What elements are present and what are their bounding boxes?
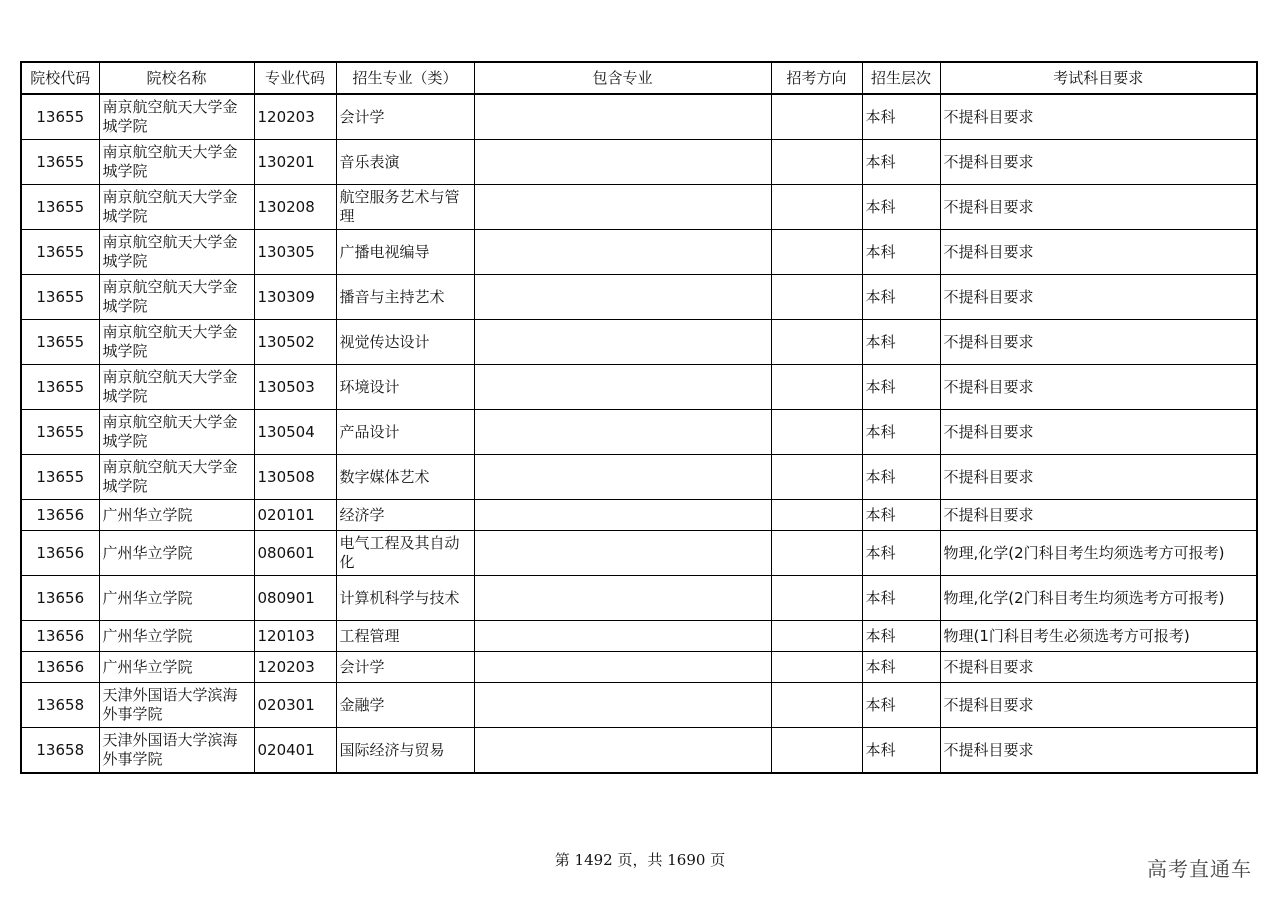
table-row [21, 320, 1257, 365]
cell-major-code: 020301 [254, 683, 336, 728]
cell-school-code: 13655 [21, 455, 99, 500]
cell-level: 本科 [862, 185, 940, 230]
cell-school-name: 南京航空航天大学金城学院 [99, 320, 254, 365]
cell-subject-requirement: 不提科目要求 [940, 320, 1257, 365]
table-row [21, 455, 1257, 500]
cell-direction [771, 576, 862, 621]
cell-school-code: 13656 [21, 500, 99, 531]
cell-school-code: 13655 [21, 185, 99, 230]
cell-major-code: 080601 [254, 531, 336, 576]
cell-subject-requirement: 物理(1门科目考生必须选考方可报考) [940, 621, 1257, 652]
cell-major-code: 130208 [254, 185, 336, 230]
cell-school-name: 南京航空航天大学金城学院 [99, 230, 254, 275]
cell-direction [771, 683, 862, 728]
cell-subject-requirement: 不提科目要求 [940, 185, 1257, 230]
cell-school-name: 广州华立学院 [99, 500, 254, 531]
table-row [21, 531, 1257, 576]
page-number: 第 1492 页，共 1690 页 [554, 851, 726, 869]
col-header-major: 招生专业（类） [336, 62, 474, 94]
cell-level: 本科 [862, 365, 940, 410]
cell-school-name: 南京航空航天大学金城学院 [99, 455, 254, 500]
cell-school-name: 南京航空航天大学金城学院 [99, 275, 254, 320]
table-row [21, 365, 1257, 410]
cell-school-code: 13655 [21, 230, 99, 275]
admission-table [20, 61, 1258, 774]
cell-direction [771, 410, 862, 455]
cell-major-code: 120203 [254, 94, 336, 140]
cell-school-code: 13655 [21, 275, 99, 320]
cell-major-code: 020101 [254, 500, 336, 531]
cell-level: 本科 [862, 500, 940, 531]
cell-major-code: 120103 [254, 621, 336, 652]
cell-direction [771, 652, 862, 683]
cell-subject-requirement: 不提科目要求 [940, 455, 1257, 500]
col-header-school-name: 院校名称 [99, 62, 254, 94]
table-row [21, 652, 1257, 683]
cell-subject-requirement: 不提科目要求 [940, 275, 1257, 320]
cell-school-name: 南京航空航天大学金城学院 [99, 94, 254, 140]
cell-school-code: 13656 [21, 531, 99, 576]
cell-major-code: 130201 [254, 140, 336, 185]
cell-subject-requirement: 不提科目要求 [940, 365, 1257, 410]
cell-level: 本科 [862, 576, 940, 621]
table-row [21, 185, 1257, 230]
cell-included-majors [474, 531, 771, 576]
cell-level: 本科 [862, 652, 940, 683]
cell-school-code: 13655 [21, 320, 99, 365]
cell-included-majors [474, 320, 771, 365]
cell-included-majors [474, 621, 771, 652]
cell-level: 本科 [862, 728, 940, 774]
cell-subject-requirement: 物理,化学(2门科目考生均须选考方可报考) [940, 576, 1257, 621]
cell-school-code: 13656 [21, 652, 99, 683]
cell-included-majors [474, 500, 771, 531]
cell-major: 航空服务艺术与管理 [336, 185, 474, 230]
cell-school-name: 广州华立学院 [99, 652, 254, 683]
cell-level: 本科 [862, 410, 940, 455]
cell-school-code: 13656 [21, 621, 99, 652]
cell-subject-requirement: 不提科目要求 [940, 410, 1257, 455]
cell-major: 视觉传达设计 [336, 320, 474, 365]
col-header-major-code: 专业代码 [254, 62, 336, 94]
cell-direction [771, 230, 862, 275]
cell-subject-requirement: 不提科目要求 [940, 652, 1257, 683]
cell-school-name: 南京航空航天大学金城学院 [99, 185, 254, 230]
cell-school-name: 南京航空航天大学金城学院 [99, 365, 254, 410]
cell-major: 计算机科学与技术 [336, 576, 474, 621]
cell-major: 广播电视编导 [336, 230, 474, 275]
cell-included-majors [474, 410, 771, 455]
cell-level: 本科 [862, 140, 940, 185]
cell-included-majors [474, 365, 771, 410]
cell-included-majors [474, 455, 771, 500]
cell-subject-requirement: 物理,化学(2门科目考生均须选考方可报考) [940, 531, 1257, 576]
cell-level: 本科 [862, 230, 940, 275]
col-header-subject-requirement: 考试科目要求 [940, 62, 1257, 94]
cell-included-majors [474, 275, 771, 320]
table-row [21, 94, 1257, 140]
cell-major-code: 080901 [254, 576, 336, 621]
cell-major: 数字媒体艺术 [336, 455, 474, 500]
cell-major: 播音与主持艺术 [336, 275, 474, 320]
cell-direction [771, 531, 862, 576]
cell-school-name: 南京航空航天大学金城学院 [99, 140, 254, 185]
cell-included-majors [474, 652, 771, 683]
cell-level: 本科 [862, 621, 940, 652]
cell-direction [771, 320, 862, 365]
cell-subject-requirement: 不提科目要求 [940, 728, 1257, 774]
cell-school-code: 13655 [21, 410, 99, 455]
cell-major: 环境设计 [336, 365, 474, 410]
cell-major-code: 020401 [254, 728, 336, 774]
cell-school-code: 13655 [21, 140, 99, 185]
cell-direction [771, 275, 862, 320]
cell-level: 本科 [862, 683, 940, 728]
table-row [21, 683, 1257, 728]
cell-subject-requirement: 不提科目要求 [940, 140, 1257, 185]
cell-level: 本科 [862, 455, 940, 500]
cell-school-code: 13658 [21, 683, 99, 728]
cell-major: 电气工程及其自动化 [336, 531, 474, 576]
cell-subject-requirement: 不提科目要求 [940, 500, 1257, 531]
cell-subject-requirement: 不提科目要求 [940, 230, 1257, 275]
table-header-row [21, 62, 1257, 94]
cell-included-majors [474, 94, 771, 140]
cell-school-name: 天津外国语大学滨海外事学院 [99, 683, 254, 728]
cell-level: 本科 [862, 94, 940, 140]
cell-subject-requirement: 不提科目要求 [940, 94, 1257, 140]
cell-direction [771, 365, 862, 410]
table-row [21, 576, 1257, 621]
cell-major-code: 130504 [254, 410, 336, 455]
cell-major-code: 130305 [254, 230, 336, 275]
cell-major: 会计学 [336, 652, 474, 683]
table-row [21, 230, 1257, 275]
cell-included-majors [474, 230, 771, 275]
cell-direction [771, 140, 862, 185]
cell-included-majors [474, 140, 771, 185]
col-header-level: 招生层次 [862, 62, 940, 94]
cell-school-code: 13658 [21, 728, 99, 774]
cell-major-code: 130503 [254, 365, 336, 410]
cell-major: 工程管理 [336, 621, 474, 652]
cell-school-code: 13656 [21, 576, 99, 621]
table-row [21, 275, 1257, 320]
cell-school-name: 广州华立学院 [99, 576, 254, 621]
cell-major: 产品设计 [336, 410, 474, 455]
cell-major-code: 130508 [254, 455, 336, 500]
cell-level: 本科 [862, 320, 940, 365]
cell-school-name: 广州华立学院 [99, 531, 254, 576]
cell-school-name: 南京航空航天大学金城学院 [99, 410, 254, 455]
table-row [21, 140, 1257, 185]
cell-direction [771, 728, 862, 774]
cell-direction [771, 185, 862, 230]
cell-school-name: 天津外国语大学滨海外事学院 [99, 728, 254, 774]
cell-major: 会计学 [336, 94, 474, 140]
watermark: 高考直通车 [1147, 857, 1252, 881]
cell-major-code: 120203 [254, 652, 336, 683]
cell-included-majors [474, 728, 771, 774]
table-row [21, 728, 1257, 774]
cell-major-code: 130309 [254, 275, 336, 320]
cell-direction [771, 94, 862, 140]
col-header-school-code: 院校代码 [21, 62, 99, 94]
cell-direction [771, 621, 862, 652]
col-header-direction: 招考方向 [771, 62, 862, 94]
cell-school-code: 13655 [21, 94, 99, 140]
cell-level: 本科 [862, 275, 940, 320]
table-row [21, 500, 1257, 531]
cell-included-majors [474, 185, 771, 230]
cell-level: 本科 [862, 531, 940, 576]
cell-direction [771, 500, 862, 531]
cell-included-majors [474, 576, 771, 621]
table-row [21, 621, 1257, 652]
cell-included-majors [474, 683, 771, 728]
cell-school-name: 广州华立学院 [99, 621, 254, 652]
col-header-included-majors: 包含专业 [474, 62, 771, 94]
cell-major-code: 130502 [254, 320, 336, 365]
cell-major: 经济学 [336, 500, 474, 531]
cell-school-code: 13655 [21, 365, 99, 410]
cell-direction [771, 455, 862, 500]
cell-subject-requirement: 不提科目要求 [940, 683, 1257, 728]
cell-major: 金融学 [336, 683, 474, 728]
cell-major: 国际经济与贸易 [336, 728, 474, 774]
table-row [21, 410, 1257, 455]
cell-major: 音乐表演 [336, 140, 474, 185]
